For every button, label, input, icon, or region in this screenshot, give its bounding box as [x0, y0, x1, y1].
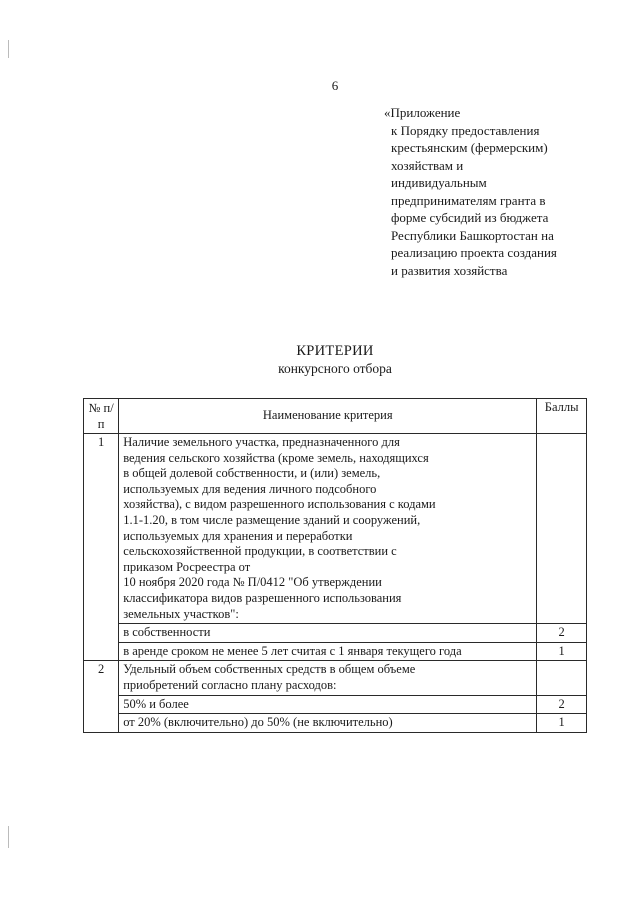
appendix-line: «Приложение	[384, 105, 461, 120]
criterion-line: Наличие земельного участка, предназначенного для	[123, 435, 400, 449]
criterion-line: хозяйства), с видом разрешенного использования с кодами	[123, 497, 436, 512]
appendix-line: хозяйствам и	[391, 157, 464, 173]
table-header-row	[84, 399, 587, 434]
criterion-description	[119, 434, 537, 624]
criterion-line: ведения сельского хозяйства (кроме земель, находящихся	[123, 450, 429, 465]
criterion-line: Удельный объем собственных средств в общем объеме	[123, 662, 416, 677]
scan-mark	[8, 826, 9, 848]
criterion-line: используемых для хранения и переработки	[123, 528, 353, 543]
option-row	[84, 714, 587, 733]
option-score: 2	[537, 624, 587, 643]
appendix-line: реализацию проекта создания	[391, 245, 557, 260]
row-number: 2	[84, 661, 119, 732]
option-score: 2	[537, 695, 587, 714]
criterion-line: земельных участков":	[123, 606, 239, 621]
option-label: в аренде сроком не менее 5 лет считая с 1 января текущего года	[119, 642, 537, 661]
option-score: 1	[537, 642, 587, 661]
option-score: 1	[537, 714, 587, 733]
scan-mark	[8, 40, 9, 58]
score-cell	[537, 434, 587, 624]
criterion-line: используемых для ведения личного подсобного	[123, 481, 377, 496]
document-title: КРИТЕРИИ	[296, 343, 374, 359]
document-subtitle: конкурсного отбора	[278, 361, 392, 376]
criterion-line: классификатора видов разрешенного использования	[123, 590, 402, 605]
header-criterion-name: Наименование критерия	[119, 399, 537, 434]
appendix-line: к Порядку предоставления	[391, 122, 540, 138]
appendix-line: предпринимателям гранта в	[391, 192, 546, 208]
table-row	[84, 434, 587, 624]
option-row	[84, 642, 587, 661]
appendix-line: форме субсидий из бюджета	[391, 210, 549, 225]
criterion-description	[119, 661, 537, 695]
appendix-line: крестьянским (фермерским)	[391, 140, 548, 155]
appendix-header	[384, 104, 604, 279]
header-number: № п/п	[84, 399, 119, 434]
option-label: в собственности	[119, 624, 537, 643]
appendix-line: и развития хозяйства	[391, 262, 508, 278]
appendix-line: индивидуальным	[391, 175, 487, 190]
row-number: 1	[84, 434, 119, 661]
option-row	[84, 624, 587, 643]
criterion-line: 1.1-1.20, в том числе размещение зданий и сооружений,	[123, 512, 421, 527]
option-label: 50% и более	[119, 695, 537, 714]
appendix-line: Республики Башкортостан на	[391, 227, 554, 243]
criterion-line: в общей долевой собственности, и (или) земель,	[123, 466, 381, 481]
header-score: Баллы	[537, 399, 587, 434]
criterion-line: приказом Росреестра от	[123, 559, 251, 574]
option-label: от 20% (включительно) до 50% (не включительно)	[119, 714, 537, 733]
score-cell	[537, 661, 587, 695]
table-row	[84, 661, 587, 695]
option-row	[84, 695, 587, 714]
criterion-line: приобретений согласно плану расходов:	[123, 677, 337, 692]
criteria-table	[83, 398, 587, 733]
criterion-line: сельскохозяйственной продукции, в соответствии с	[123, 544, 397, 559]
page-number: 6	[331, 78, 339, 93]
criterion-line: 10 ноября 2020 года № П/0412 "Об утверждении	[123, 575, 382, 590]
